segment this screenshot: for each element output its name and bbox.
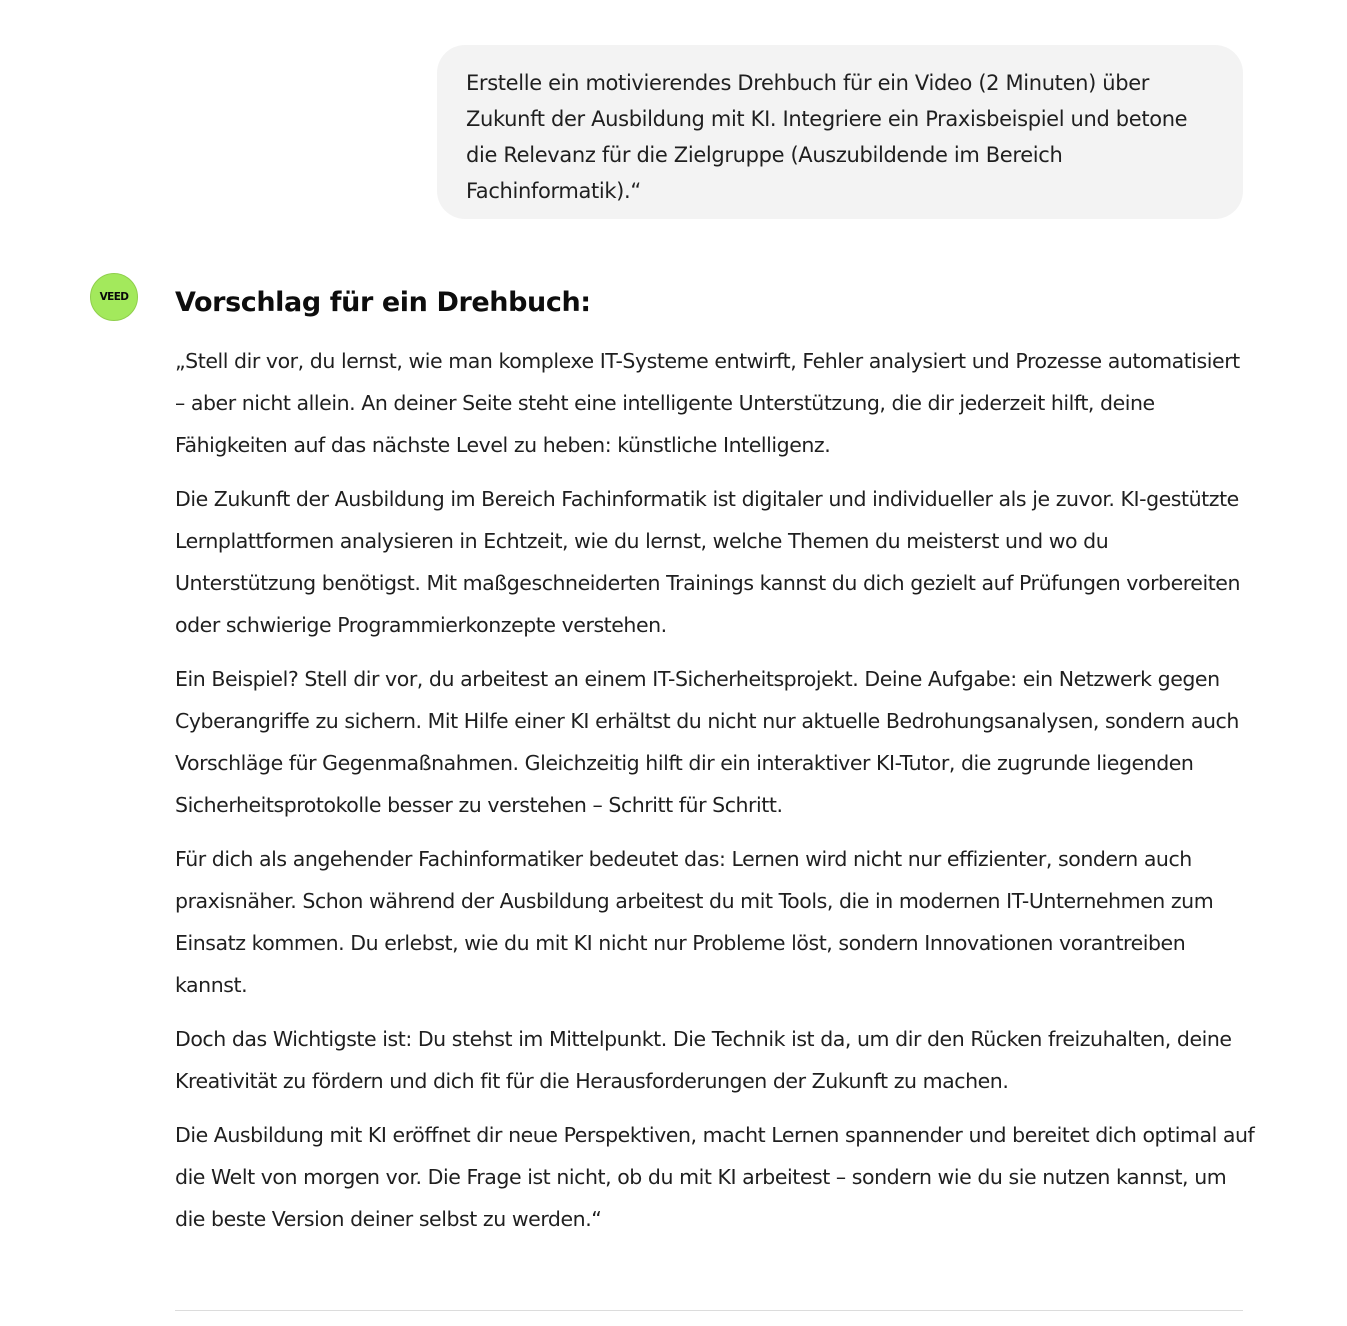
- divider: [175, 1310, 1243, 1311]
- response-paragraph: Die Ausbildung mit KI eröffnet dir neue Perspektiven, macht Lernen spannender und bereitet dich optimal auf die Welt von morgen vor. Die Frage ist nicht, ob du mit KI arbeitest – sondern wie du sie nutzen kannst, um die beste Version deiner selbst zu werden.“: [175, 1123, 1255, 1231]
- response-paragraph: Ein Beispiel? Stell dir vor, du arbeitest an einem IT-Sicherheitsprojekt. Deine Aufgabe: ein Netzwerk gegen Cyberangriffe zu sichern. Mit Hilfe einer KI erhältst du nicht nur aktuelle Bedrohungsanalysen, sondern auch Vorschläge für Gegenmaßnahmen. Gleichzeitig hilft dir ein interaktiver KI-Tutor, die zugrunde liegenden Sicherheitsprotokolle besser zu verstehen – Schritt für Schritt.: [175, 667, 1239, 817]
- response-paragraph: Die Zukunft der Ausbildung im Bereich Fachinformatik ist digitaler und individueller als je zuvor. KI-gestützte Lernplattformen analysieren in Echtzeit, wie du lernst, welche Themen du meisterst und wo du Unterstützung benötigst. Mit maßgeschneiderten Trainings kannst du dich gezielt auf Prüfungen vorbereiten oder schwierige Programmierkonzepte verstehen.: [175, 487, 1241, 637]
- response-paragraph: „Stell dir vor, du lernst, wie man komplexe IT-Systeme entwirft, Fehler analysiert und Prozesse automatisiert – aber nicht allein. An deiner Seite steht eine intelligente Unterstützung, die dir jederzeit hilft, deine Fähigkeiten auf das nächste Level zu heben: künstliche Intelligenz.: [175, 349, 1240, 457]
- response-paragraph: Doch das Wichtigste ist: Du stehst im Mittelpunkt. Die Technik ist da, um dir den Rücken freizuhalten, deine Kreativität zu fördern und dich fit für die Herausforderungen der Zukunft zu machen.: [175, 1027, 1232, 1093]
- user-message-text: Erstelle ein motivierendes Drehbuch für ein Video (2 Minuten) über Zukunft der Ausbildung mit KI. Integriere ein Praxisbeispiel und betone die Relevanz für die Zielgruppe (Auszubildende im Bereich Fachinformatik).“: [466, 71, 1188, 203]
- assistant-avatar: [90, 273, 138, 321]
- avatar-label: VEED: [99, 291, 129, 303]
- response-paragraph: Für dich als angehender Fachinformatiker bedeutet das: Lernen wird nicht nur effizienter, sondern auch praxisnäher. Schon während der Ausbildung arbeitest du mit Tools, die in modernen IT-Unternehmen zum Einsatz kommen. Du erlebst, wie du mit KI nicht nur Probleme löst, sondern Innovationen vorantreiben kannst.: [175, 847, 1214, 997]
- user-message-bubble: [437, 45, 1243, 219]
- response-heading: Vorschlag für ein Drehbuch:: [175, 287, 591, 318]
- assistant-response: [175, 284, 1255, 1252]
